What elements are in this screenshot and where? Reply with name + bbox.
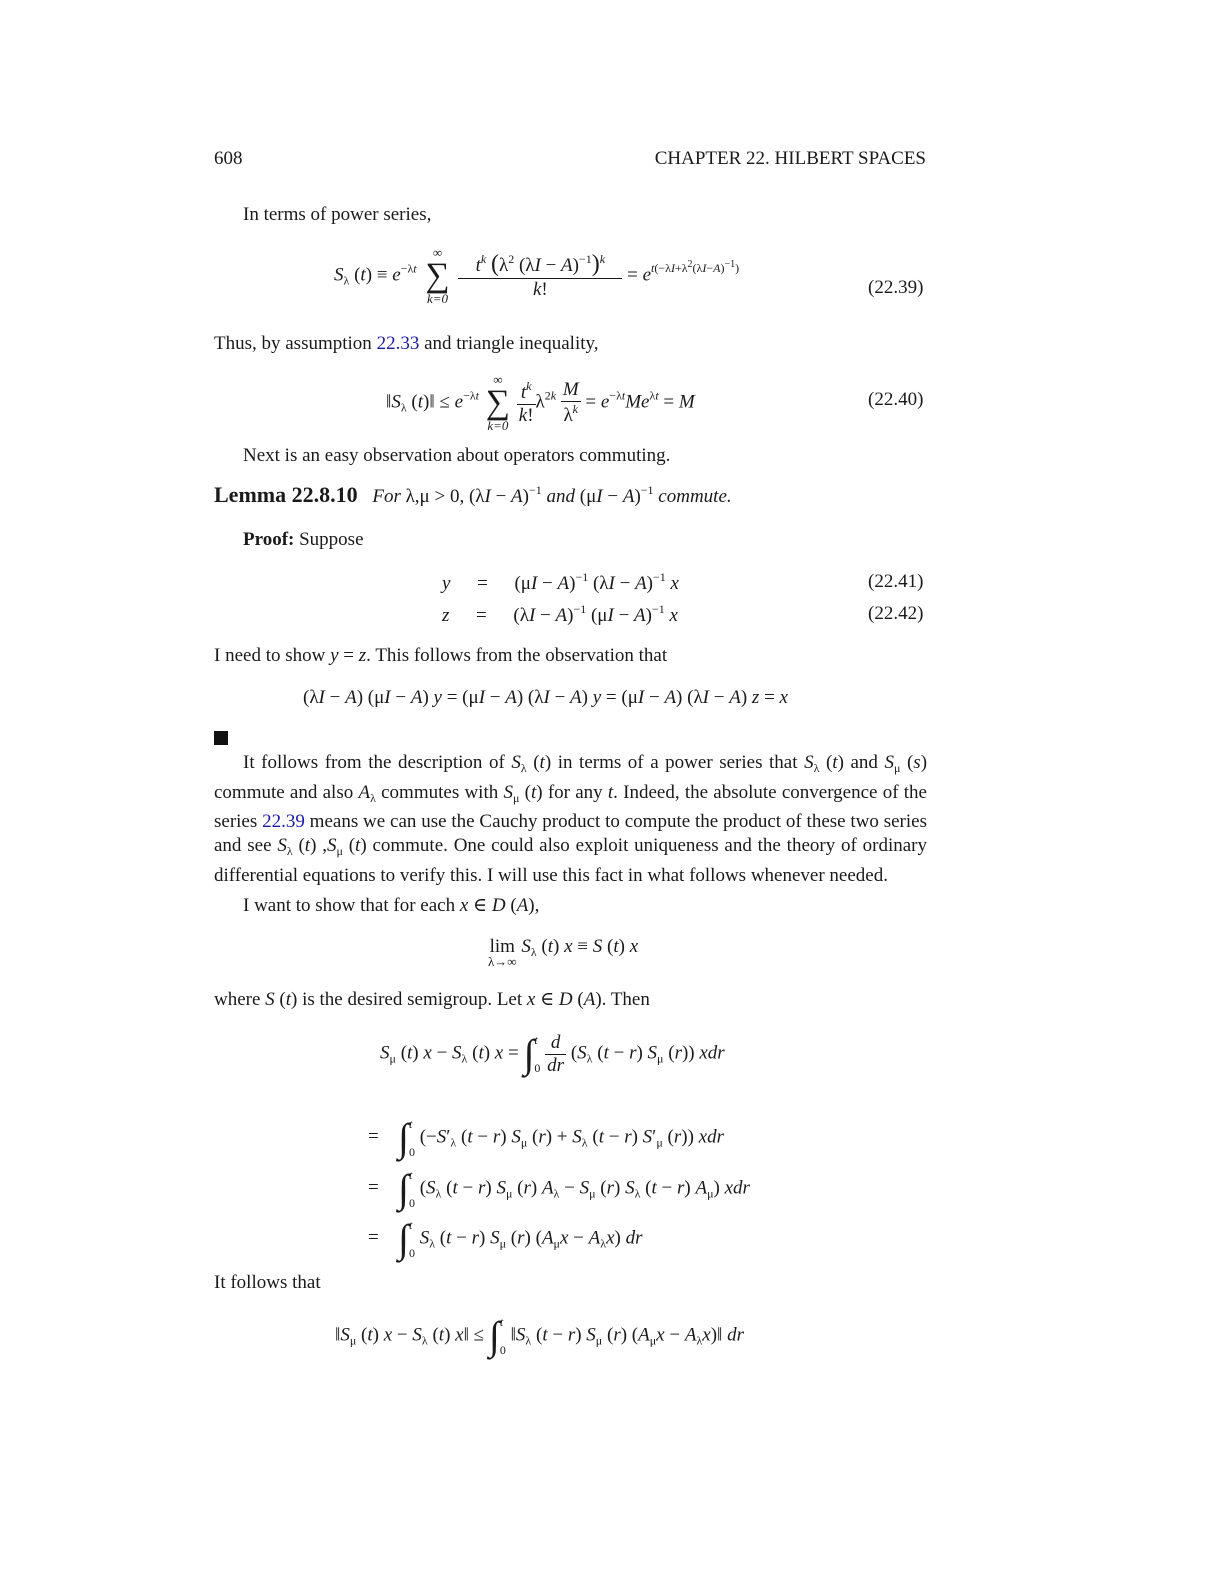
equation-number-22-40: (22.40)	[868, 389, 924, 410]
intro-text: In terms of power series,	[243, 204, 432, 225]
equation-limit: lim λ→∞ $S_\lambda$ (t) x ≡ S (t) x	[488, 936, 639, 969]
equation-commute: (λI − A) (μI − A) y = (μI − A) (λI − A) y = (μI − A) (λI − A) z = x	[303, 687, 788, 708]
qed-square	[214, 731, 228, 745]
show-text-after: . This follows from the observation that	[366, 645, 668, 666]
equation-integral-3: = ∫ t 0 ($S_\lambda$ (t − r) $S_\mu$ (r) $A_\lambda - S_\mu$ (r) $S_\lambda$ (t − r) $A_\mu$) xdr	[368, 1166, 750, 1211]
equation-22-42: $z = (\lambda I - A)^{-1}$ $(\mu I - A)^{-1}$ x	[442, 602, 678, 626]
lemma-22-8-10: Lemma 22.8.10 For λ,μ > 0, $(\lambda I - A)^{-1}$ and $(\mu I - A)^{-1}$ commute.	[214, 482, 732, 507]
ref-22-39-link[interactable]: 22.39	[262, 811, 305, 833]
thus-text-after: and triangle inequality,	[419, 333, 599, 354]
follows-text: It follows that	[214, 1272, 321, 1293]
proof-text: Suppose	[299, 529, 364, 550]
equation-22-39: $S_\lambda$ $(t) \equiv e^{-\lambda t}$ ∞ ∑ k=0 $\frac{t^k (\lambda^2 (\lambda I - A)^{-1})^k}{k!}$ = $e^{t(-\lambda I+\lambda^2(\lambda I-A)^{-1})}$	[334, 245, 740, 306]
equation-norm-bound: $‖S_\mu$ (t) $x - S_\lambda$ (t) x‖ ≤ ∫ t 0 $‖S_\lambda$ (t − r) $S_\mu$ (r) ($A_\mu x$ − $A_\lambda x)‖$ dr	[335, 1313, 745, 1358]
equation-number-22-41: (22.41)	[868, 571, 924, 592]
show-text-before: I need to show	[214, 645, 331, 666]
ref-22-33-link[interactable]: 22.33	[376, 333, 420, 354]
equation-number-22-39: (22.39)	[868, 277, 924, 298]
paragraph-commute: It follows from the description of $S_\lambda$ (t) in terms of a power series that $S_\lambda$ (t) and $S_\mu$ (s) commute and also $A_\lambda$ commutes with $S_\mu$ (t) for any t. Indeed, the absolute convergence of the series 22.39 means we can use the Cauchy product to compute the product of these two series and see $S_\lambda$ (t) $,S_\mu$ (t) commute. One could also exploit uniqueness and the theory of ordinary differential equations to verify this. I will use this fact in what follows whenever needed.	[214, 752, 928, 886]
equation-integral-4: = ∫ t 0 $S_\lambda$ (t − r) $S_\mu$ (r) $(A_\mu x - A_\lambda x)$ dr	[368, 1216, 643, 1261]
show-line: I need to show y = z. This follows from the observation that	[214, 645, 668, 666]
equation-22-40: $‖S_\lambda$ (t)‖ ≤ $e^{-\lambda t}$ ∞ ∑ k=0 $\frac{t^k}{k!}$ $\lambda^{2k}$ $\frac{M}{\lambda^k}$ = $e^{-\lambda t}Me^{\lambda t} = M$	[386, 372, 695, 433]
next-text: Next is an easy observation about operators commuting.	[243, 445, 671, 466]
equation-22-41: $y = (\mu I - A)^{-1}$ $(\lambda I - A)^{-1}$ x	[442, 570, 679, 594]
lemma-label: Lemma 22.8.10	[214, 482, 358, 507]
proof-label: Proof:	[243, 529, 295, 550]
lemma-for: For	[372, 486, 401, 507]
thus-text-before: Thus, by assumption	[214, 333, 377, 354]
lemma-and: and	[546, 486, 576, 507]
equation-integral-1: $S_\mu$ (t) $x - S_\lambda$ (t) x = ∫ t 0 $\frac{d}{dr}$ ($S_\lambda$ (t − r) $S_\mu$ (r)) xdr	[380, 1031, 725, 1076]
running-header: CHAPTER 22. HILBERT SPACES	[654, 148, 926, 169]
want-line: I want to show that for each x ∈ D (A),	[243, 895, 540, 916]
equation-integral-2: = ∫ t 0 ($-S'_\lambda$ (t − r) $S_\mu$ $(r) + S_\lambda$ (t − r) $S'_\mu$ (r)) xdr	[368, 1115, 724, 1160]
lemma-commute: commute.	[658, 486, 732, 507]
proof-line	[243, 529, 364, 551]
page-number: 608	[214, 148, 243, 169]
equation-number-22-42: (22.42)	[868, 603, 924, 624]
where-line: where S (t) is the desired semigroup. Let x ∈ D (A). Then	[214, 989, 650, 1010]
thus-line	[214, 333, 599, 355]
